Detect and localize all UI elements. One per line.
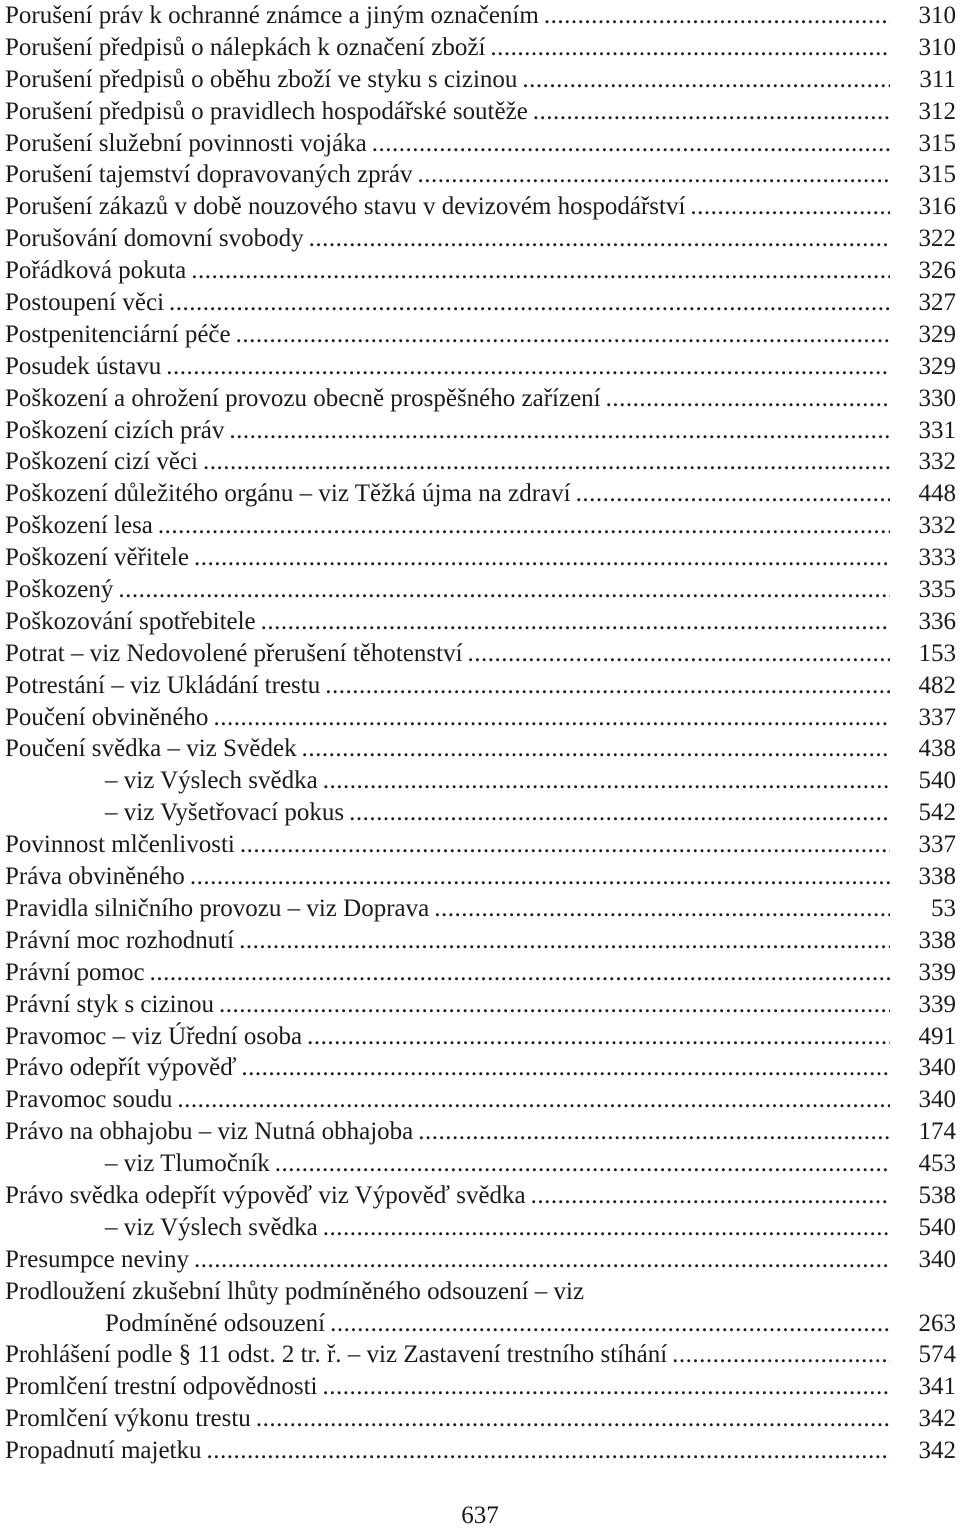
entry-page: 315: [918, 161, 956, 189]
entry-page: 574: [918, 1341, 956, 1369]
entry-label: Porušení tajemství dopravovaných zpráv: [5, 161, 413, 189]
dot-leader: [533, 96, 890, 128]
index-entry: [5, 446, 956, 478]
entry-label: Poškození cizích práv: [5, 416, 225, 444]
entry-label: Právní pomoc: [5, 958, 145, 986]
entry-page: 438: [918, 735, 956, 763]
entry-label: Poškození lesa: [5, 512, 153, 540]
entry-label: Potrat – viz Nedovolené přerušení těhotenství: [5, 639, 463, 667]
dot-leader: [322, 1371, 890, 1403]
dot-leader: [229, 415, 890, 447]
entry-page: 263: [918, 1309, 956, 1337]
index-entry: [5, 957, 956, 989]
entry-page: 338: [918, 926, 956, 954]
entry-label: Pořádková pokuta: [5, 257, 187, 285]
entry-label: Pravidla silničního provozu – viz Doprava: [5, 894, 430, 922]
index-entry: [5, 893, 956, 925]
index-entry: [5, 670, 956, 702]
dot-leader: [241, 1052, 890, 1084]
entry-page: 330: [918, 384, 956, 412]
entry-page: 338: [918, 863, 956, 891]
index-entry: [5, 223, 956, 255]
entry-page: 153: [918, 639, 956, 667]
entry-page: 310: [918, 33, 956, 61]
dot-leader: [468, 638, 890, 670]
dot-leader: [690, 191, 890, 223]
entry-label: Promlčení výkonu trestu: [5, 1405, 251, 1433]
entry-label: Postpenitenciární péče: [5, 320, 231, 348]
entry-label: Poškození věřitele: [5, 544, 189, 572]
entry-page: 340: [918, 1245, 956, 1273]
index-entry: [5, 478, 956, 510]
entry-page: 331: [918, 416, 956, 444]
dot-leader: [490, 32, 890, 64]
entry-page: 542: [918, 799, 956, 827]
dot-leader: [275, 1148, 890, 1180]
entry-page: 448: [918, 480, 956, 508]
dot-leader: [256, 1403, 890, 1435]
entry-page: 329: [918, 352, 956, 380]
entry-label: Porušení práv k ochranné známce a jiným označením: [5, 2, 539, 29]
entry-page: 336: [918, 607, 956, 635]
entry-page: 332: [918, 448, 956, 476]
index-entry: [5, 1180, 956, 1212]
index-entry: [5, 1371, 956, 1403]
entry-page: 337: [918, 703, 956, 731]
index-entry: [5, 1052, 956, 1084]
dot-leader: [239, 925, 890, 957]
entry-page: 538: [918, 1181, 956, 1209]
entry-page: 340: [918, 1086, 956, 1114]
entry-page: 340: [918, 1054, 956, 1082]
entry-label: Porušení předpisů o oběhu zboží ve styku s cizinou: [5, 65, 518, 93]
index-entry: [5, 383, 956, 415]
index-entry: [5, 606, 956, 638]
entry-page: 337: [918, 831, 956, 859]
entry-label: Poškození a ohrožení provozu obecně prospěšného zařízení: [5, 384, 601, 412]
entry-label: Právní moc rozhodnutí: [5, 926, 235, 954]
entry-page: 53: [931, 894, 956, 922]
dot-leader: [150, 957, 890, 989]
entry-label: Postoupení věci: [5, 289, 165, 317]
entry-page: 322: [918, 225, 956, 253]
entry-label: Porušení předpisů o nálepkách k označení zboží: [5, 33, 486, 61]
entry-label: Právo na obhajobu – viz Nutná obhajoba: [5, 1118, 414, 1146]
entry-page: 316: [918, 193, 956, 221]
index-list: [5, 0, 956, 1467]
entry-label: Poškození cizí věci: [5, 448, 198, 476]
dot-leader: [158, 510, 890, 542]
entry-page: 332: [918, 512, 956, 540]
index-entry: [5, 96, 956, 128]
index-entry: [5, 191, 956, 223]
index-entry: [5, 159, 956, 191]
entry-page: 315: [918, 129, 956, 157]
dot-leader: [194, 1244, 890, 1276]
entry-page: 327: [918, 289, 956, 317]
entry-page: 342: [918, 1405, 956, 1433]
entry-label: Pravomoc – viz Úřední osoba: [5, 1022, 303, 1050]
dot-leader: [261, 606, 890, 638]
index-entry: [5, 32, 956, 64]
dot-leader: [349, 797, 890, 829]
index-subentry: [5, 1212, 956, 1244]
index-entry: [5, 829, 956, 861]
dot-leader: [191, 255, 890, 287]
entry-page: 341: [918, 1373, 956, 1401]
entry-label: Porušení služební povinnosti vojáka: [5, 129, 367, 157]
dot-leader: [434, 893, 890, 925]
index-entry: [5, 542, 956, 574]
dot-leader: [219, 989, 890, 1021]
entry-label: Poučení svědka – viz Svědek: [5, 735, 297, 763]
dot-leader: [307, 1021, 890, 1053]
entry-label: Poučení obviněného: [5, 703, 209, 731]
dot-leader: [194, 542, 890, 574]
entry-page: 491: [918, 1022, 956, 1050]
dot-leader: [544, 0, 890, 32]
entry-page: 326: [918, 257, 956, 285]
entry-label: Porušení zákazů v době nouzového stavu v devizovém hospodářství: [5, 193, 686, 221]
dot-leader: [606, 383, 890, 415]
entry-label: Právní styk s cizinou: [5, 990, 215, 1018]
index-entry: [5, 702, 956, 734]
index-subentry: [5, 765, 956, 797]
entry-label: – viz Výslech svědka: [105, 1213, 318, 1241]
entry-label: Poškozený: [5, 576, 114, 604]
index-entry: [5, 1084, 956, 1116]
page-number: 637: [461, 1502, 499, 1529]
index-entry: [5, 1403, 956, 1435]
entry-page: 312: [918, 97, 956, 125]
entry-label: Prodloužení zkušební lhůty podmíněného odsouzení – viz: [5, 1277, 585, 1305]
entry-page: 482: [918, 671, 956, 699]
index-entry: [5, 415, 956, 447]
dot-leader: [236, 319, 890, 351]
entry-label: – viz Vyšetřovací pokus: [105, 799, 345, 827]
entry-label: Propadnutí majetku: [5, 1437, 202, 1465]
index-entry: [5, 64, 956, 96]
dot-leader: [118, 574, 890, 606]
entry-page: 333: [918, 544, 956, 572]
entry-page: 335: [918, 576, 956, 604]
entry-label: Práva obviněného: [5, 863, 185, 891]
entry-label: Porušení předpisů o pravidlech hospodářské soutěže: [5, 97, 528, 125]
index-entry: [5, 925, 956, 957]
entry-label: Povinnost mlčenlivosti: [5, 831, 235, 859]
dot-leader: [522, 64, 890, 96]
entry-label: Poškození důležitého orgánu – viz Těžká újma na zdraví: [5, 480, 571, 508]
index-entry: [5, 351, 956, 383]
entry-label: Posudek ústavu: [5, 352, 162, 380]
index-entry: [5, 1116, 956, 1148]
index-entry-continuation: [5, 1308, 956, 1340]
index-entry: [5, 128, 956, 160]
index-entry: [5, 0, 956, 32]
dot-leader: [325, 670, 890, 702]
index-subentry: [5, 797, 956, 829]
entry-page: 310: [918, 2, 956, 29]
entry-label: Presumpce neviny: [5, 1245, 189, 1273]
index-entry: [5, 1244, 956, 1276]
index-entry: [5, 255, 956, 287]
dot-leader: [166, 351, 890, 383]
entry-page: 329: [918, 320, 956, 348]
index-entry: [5, 989, 956, 1021]
entry-label: Poškozování spotřebitele: [5, 607, 256, 635]
index-entry: [5, 1021, 956, 1053]
index-entry-first-line: [5, 1276, 956, 1308]
index-entry: [5, 1339, 956, 1371]
dot-leader: [207, 1435, 891, 1467]
entry-label: Právo odepřít výpověď: [5, 1054, 237, 1082]
entry-page: 540: [918, 767, 956, 795]
dot-leader: [177, 1084, 890, 1116]
index-entry: [5, 638, 956, 670]
entry-label: Prohlášení podle § 11 odst. 2 tr. ř. – viz Zastavení trestního stíhání: [5, 1341, 668, 1369]
entry-label: Potrestání – viz Ukládání trestu: [5, 671, 321, 699]
entry-page: 339: [918, 990, 956, 1018]
entry-label: Právo svědka odepřít výpověď viz Výpověď svědka: [5, 1181, 526, 1209]
dot-leader: [190, 861, 890, 893]
dot-leader: [302, 733, 890, 765]
entry-label: Porušování domovní svobody: [5, 225, 304, 253]
entry-page: 453: [918, 1150, 956, 1178]
dot-leader: [418, 159, 890, 191]
entry-label: – viz Výslech svědka: [105, 767, 318, 795]
index-entry: [5, 1435, 956, 1467]
entry-page: 339: [918, 958, 956, 986]
dot-leader: [203, 446, 890, 478]
entry-page: 540: [918, 1213, 956, 1241]
dot-leader: [418, 1116, 890, 1148]
dot-leader: [672, 1339, 890, 1371]
entry-label: Pravomoc soudu: [5, 1086, 173, 1114]
index-entry: [5, 861, 956, 893]
entry-label: Promlčení trestní odpovědnosti: [5, 1373, 318, 1401]
dot-leader: [531, 1180, 890, 1212]
index-entry: [5, 733, 956, 765]
dot-leader: [323, 765, 890, 797]
dot-leader: [576, 478, 890, 510]
entry-page: 342: [918, 1437, 956, 1465]
entry-label: Podmíněné odsouzení: [105, 1309, 326, 1337]
dot-leader: [169, 287, 890, 319]
entry-label: – viz Tlumočník: [105, 1150, 270, 1178]
dot-leader: [372, 128, 890, 160]
index-entry: [5, 574, 956, 606]
dot-leader: [240, 829, 890, 861]
entry-page: 174: [918, 1118, 956, 1146]
index-subentry: [5, 1148, 956, 1180]
index-entry: [5, 319, 956, 351]
dot-leader: [309, 223, 890, 255]
dot-leader: [213, 702, 890, 734]
dot-leader: [323, 1212, 890, 1244]
entry-page: 311: [919, 65, 956, 93]
dot-leader: [330, 1308, 890, 1340]
index-entry: [5, 287, 956, 319]
index-entry: [5, 510, 956, 542]
